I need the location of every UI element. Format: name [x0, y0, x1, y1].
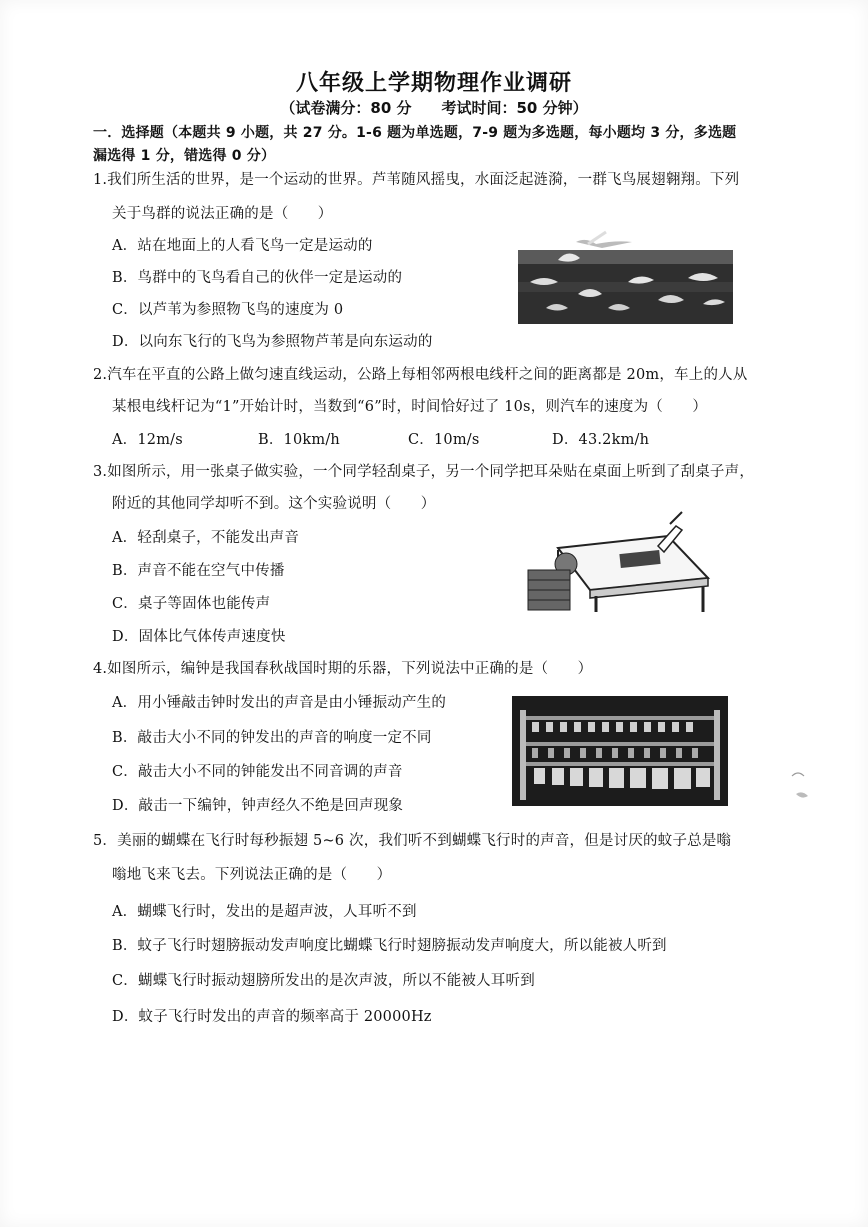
question-4-option-c[interactable]: C．敲击大小不同的钟能发出不同音调的声音 [112, 764, 403, 780]
section-heading-cont: 漏选得 1 分，错选得 0 分） [93, 148, 276, 164]
question-3-option-a[interactable]: A．轻刮桌子，不能发出声音 [112, 530, 300, 546]
exam-info: （试卷满分：80 分 考试时间：50 分钟） [280, 99, 588, 117]
question-1-option-d[interactable]: D．以向东飞行的飞鸟为参照物芦苇是向东运动的 [112, 334, 433, 350]
question-2-option-d[interactable]: D．43.2km/h [552, 432, 650, 448]
question-2-option-c[interactable]: C．10m/s [408, 432, 480, 448]
question-3-option-c[interactable]: C．桌子等固体也能传声 [112, 596, 271, 612]
chime-bells-image [512, 696, 728, 806]
question-3-option-b[interactable]: B．声音不能在空气中传播 [112, 563, 285, 579]
question-2-option-a[interactable]: A．12m/s [112, 432, 183, 448]
question-5-option-a[interactable]: A．蝴蝶飞行时，发出的是超声波，人耳听不到 [112, 904, 417, 920]
question-4-stem: 4.如图所示，编钟是我国春秋战国时期的乐器，下列说法中正确的是（ ） [93, 661, 593, 677]
question-1-stem: 1.我们所生活的世界，是一个运动的世界。芦苇随风摇曳，水面泛起涟漪，一群飞鸟展翅翱翔。下列 [93, 172, 740, 188]
question-2-option-b[interactable]: B．10km/h [258, 432, 340, 448]
question-4-option-b[interactable]: B．敲击大小不同的钟发出的声音的响度一定不同 [112, 730, 432, 746]
question-5-stem-cont: 嗡地飞来飞去。下列说法正确的是（ ） [112, 867, 392, 883]
question-3-stem-cont: 附近的其他同学却听不到。这个实验说明（ ） [112, 496, 436, 512]
question-4-option-a[interactable]: A．用小锤敲击钟时发出的声音是由小锤振动产生的 [112, 695, 447, 711]
question-3-option-d[interactable]: D．固体比气体传声速度快 [112, 629, 286, 645]
page-title: 八年级上学期物理作业调研 [295, 71, 572, 96]
question-2-stem: 2.汽车在平直的公路上做匀速直线运动，公路上每相邻两根电线杆之间的距离都是 20m，车上的人从 [93, 367, 748, 383]
flying-birds-image [518, 212, 733, 324]
question-3-stem: 3.如图所示，用一张桌子做实验，一个同学轻刮桌子，另一个同学把耳朵贴在桌面上听到了刮桌子声， [93, 464, 755, 480]
desk-experiment-image [518, 506, 718, 616]
question-4-option-d[interactable]: D．敲击一下编钟，钟声经久不绝是回声现象 [112, 798, 404, 814]
question-2-stem-cont: 某根电线杆记为“1”开始计时，当数到“6”时，时间恰好过了 10s，则汽车的速度为（ ） [112, 399, 708, 415]
question-1-option-c[interactable]: C．以芦苇为参照物飞鸟的速度为 0 [112, 302, 344, 318]
question-5-option-d[interactable]: D．蚊子飞行时发出的声音的频率高于 20000Hz [112, 1009, 432, 1025]
section-heading: 一．选择题（本题共 9 小题，共 27 分。1-6 题为单选题，7-9 题为多选题，每小题均 3 分，多选题 [93, 125, 737, 141]
question-1-option-b[interactable]: B．鸟群中的飞鸟看自己的伙伴一定是运动的 [112, 270, 403, 286]
question-5-stem: 5．美丽的蝴蝶在飞行时每秒振翅 5~6 次，我们听不到蝴蝶飞行时的声音，但是讨厌的蚊子总是嗡 [93, 833, 732, 849]
margin-scribble [788, 768, 816, 804]
question-5-option-b[interactable]: B．蚊子飞行时翅膀振动发声响度比蝴蝶飞行时翅膀振动发声响度大，所以能被人听到 [112, 938, 667, 954]
question-1-stem-cont: 关于鸟群的说法正确的是（ ） [112, 206, 333, 222]
question-1-option-a[interactable]: A．站在地面上的人看飞鸟一定是运动的 [112, 238, 373, 254]
question-5-option-c[interactable]: C．蝴蝶飞行时振动翅膀所发出的是次声波，所以不能被人耳听到 [112, 973, 535, 989]
